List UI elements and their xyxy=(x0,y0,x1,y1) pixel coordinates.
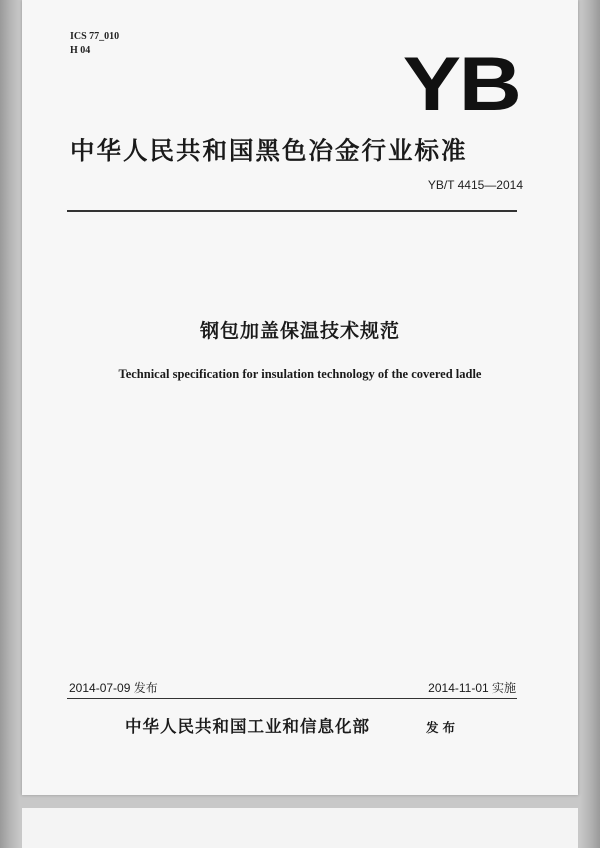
document-title-chinese: 钢包加盖保温技术规范 xyxy=(199,320,400,342)
header-divider xyxy=(67,210,517,212)
document-title-english: Technical specification for insulation technology of the covered ladle xyxy=(118,367,482,381)
footer-divider xyxy=(67,698,517,699)
next-page-edge xyxy=(22,808,578,848)
document-cover-page xyxy=(22,0,578,795)
implementation-date: 2014-11-01 实施 xyxy=(428,681,516,695)
standard-number: YB/T 4415—2014 xyxy=(427,178,523,192)
yb-logo: YB xyxy=(403,42,520,127)
issue-date: 2014-07-09 发布 xyxy=(69,681,158,695)
issue-label: 发布 xyxy=(426,720,460,735)
issuing-authority: 中华人民共和国工业和信息化部 xyxy=(125,717,370,736)
standard-category-title: 中华人民共和国黑色冶金行业标准 xyxy=(70,136,468,165)
ics-code: ICS 77_010 xyxy=(70,31,120,42)
classification-code: H 04 xyxy=(70,45,91,56)
